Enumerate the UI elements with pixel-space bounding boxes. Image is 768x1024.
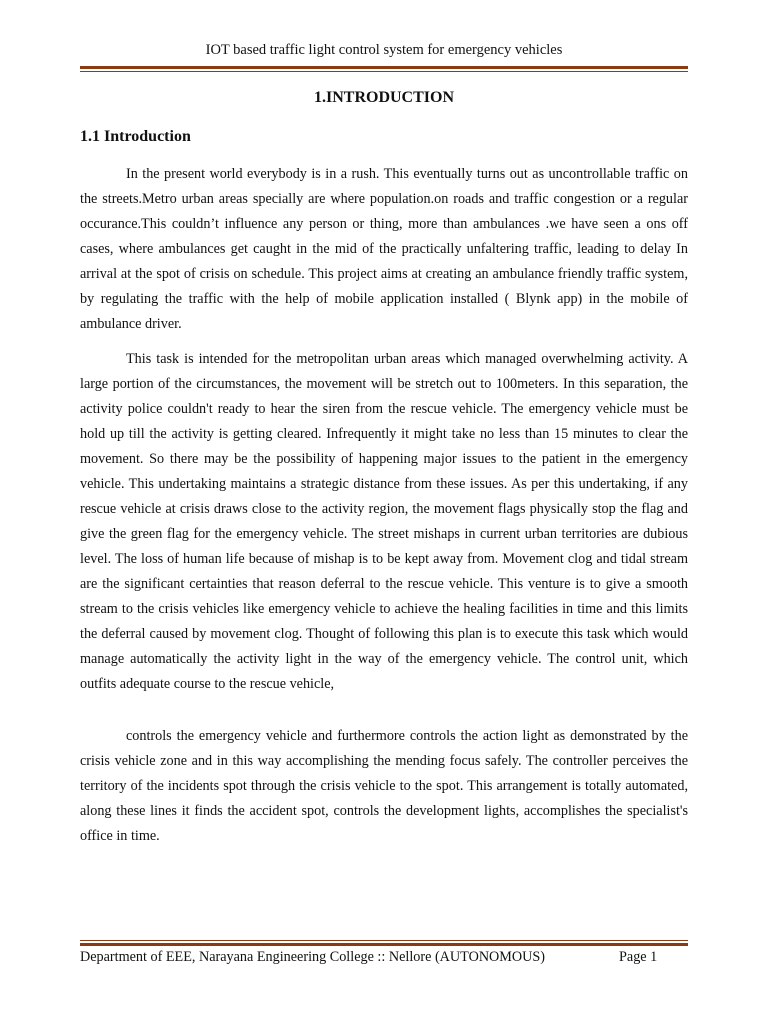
footer-page-number: Page 1: [619, 949, 658, 965]
footer-rule-thick: [80, 943, 688, 946]
running-header: IOT based traffic light control system for emergency vehicles: [205, 42, 563, 58]
body-paragraph-2: [80, 347, 688, 697]
paragraph-text: This task is intended for the metropolitan urban areas which managed overwhelming activity. A large portion of the circumstances, the movement will be stretch out to 100meters. In this separation, the activity police couldn't ready to hear the siren from the rescue vehicle. The emergency vehicle must be hold up till the activity is getting cleared. Infrequently it might take no less than 15 minutes to clear the movement. So there may be the possibility of happening major issues to the patient in the emergency vehicle. This undertaking maintains a strategic distance from these issues. As per this undertaking, if any rescue vehicle at crisis draws close to the activity region, the movement flags physically stop the flag and give the green flag for the emergency vehicle. The street mishaps in current urban territories are dubious level. The loss of human life because of mishap is to be kept away from. Movement clog and tidal stream are the significant certainties that reason deferral to the rescue vehicle. This venture is to give a smooth stream to the crisis vehicles like emergency vehicle to achieve the healing facilities in time and this limits the deferral caused by movement clog. Thought of following this plan is to execute this task which would manage automatically the activity light in the way of the emergency vehicle. The control unit, which outfits adequate course to the rescue vehicle,: [80, 351, 688, 692]
footer-rule-thin: [80, 940, 688, 941]
section-heading: 1.1 Introduction: [80, 128, 191, 145]
paragraph-text: In the present world everybody is in a rush. This eventually turns out as uncontrollable traffic on the streets.Metro urban areas specially are where population.on roads and traffic congestion or a regular occurance.This couldn’t influence any person or thing, more than ambulances .we have seen a ons off cases, where ambulances get caught in the mid of the practically unfaltering traffic, leading to delay In arrival at the spot of crisis on schedule. This project aims at creating an ambulance friendly traffic system, by regulating the traffic with the help of mobile application installed ( Blynk app) in the mobile of ambulance driver.: [80, 166, 688, 332]
paragraph-text: controls the emergency vehicle and furthermore controls the action light as demonstrated by the crisis vehicle zone and in this way accomplishing the mending focus safely. The controller perceives the territory of the incidents spot through the crisis vehicle to the spot. This arrangement is totally automated, along these lines it finds the accident spot, controls the development lights, accomplishes the specialist's office in time.: [80, 728, 688, 844]
footer-department: Department of EEE, Narayana Engineering College :: Nellore (AUTONOMOUS): [80, 949, 546, 965]
header-rule-thin: [80, 71, 688, 72]
body-paragraph-1: [80, 162, 688, 337]
chapter-title: 1.INTRODUCTION: [313, 89, 454, 106]
header-rule-thick: [80, 66, 688, 69]
body-paragraph-3: [80, 724, 688, 849]
